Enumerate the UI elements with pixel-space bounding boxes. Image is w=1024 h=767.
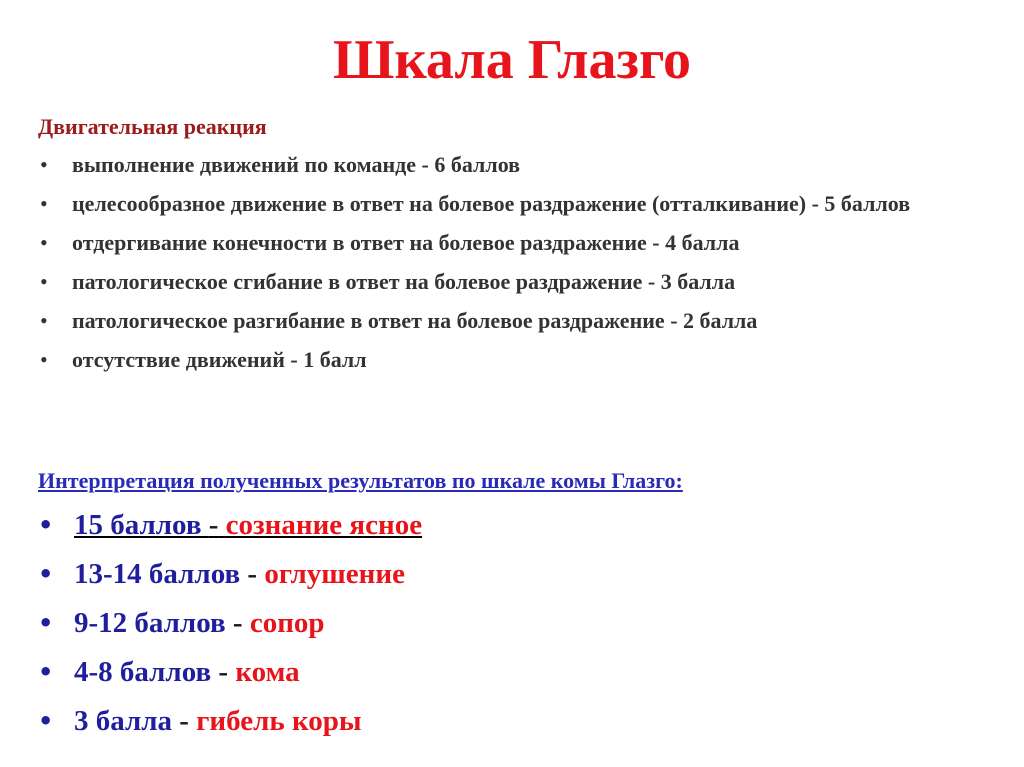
bullet-icon: • [40,347,48,372]
result-state: гибель коры [196,705,362,737]
list-item [38,226,968,259]
slide-title: Шкала Глазго [332,29,692,91]
result-separator: - [232,607,243,639]
result-item [38,701,968,741]
result-item-emphasis [74,509,422,541]
list-item-text: патологическое разгибание в ответ на болевое раздражение - 2 балла [72,308,758,333]
result-separator: - [208,509,219,541]
list-item [38,343,968,376]
bullet-icon: • [40,269,48,294]
list-item [38,148,968,181]
list-item [38,187,968,220]
result-separator: - [218,656,229,688]
result-score: 9-12 баллов [74,607,233,639]
list-item-text: выполнение движений по команде - 6 баллов [72,152,521,177]
result-state: кома [235,656,300,688]
result-score: 15 баллов [74,509,209,541]
result-score: 13-14 баллов [74,558,248,590]
result-separator: - [247,558,258,590]
list-item-text: отдергивание конечности в ответ на болевое раздражение - 4 балла [72,230,740,255]
bullet-icon: • [40,308,48,333]
result-state: сопор [249,607,325,639]
list-item [38,304,968,337]
result-state: сознание ясное [225,509,423,541]
motor-response-list [38,148,968,382]
bullet-icon: • [40,152,48,177]
result-item [38,652,968,692]
result-item [38,554,968,594]
list-item-text: целесообразное движение в ответ на болевое раздражение (отталкивание) - 5 баллов [72,191,911,216]
interpretation-heading: Интерпретация полученных результатов по шкале комы Глазго: [38,468,683,493]
interpretation-list [38,505,968,750]
list-item [38,265,968,298]
bullet-icon: • [38,511,54,539]
bullet-icon: • [38,658,54,686]
bullet-icon: • [38,609,54,637]
result-state: оглушение [264,558,405,590]
bullet-icon: • [38,560,54,588]
motor-response-heading: Двигательная реакция [38,114,267,139]
result-item [38,603,968,643]
bullet-icon: • [40,191,48,216]
list-item-text: патологическое сгибание в ответ на болевое раздражение - 3 балла [72,269,736,294]
result-separator: - [179,705,189,737]
result-score: 4-8 баллов [74,656,219,688]
list-item-text: отсутствие движений - 1 балл [72,347,367,372]
result-score: 3 балла [74,705,180,737]
bullet-icon: • [40,230,48,255]
result-item [38,505,968,545]
bullet-icon: • [38,707,54,735]
